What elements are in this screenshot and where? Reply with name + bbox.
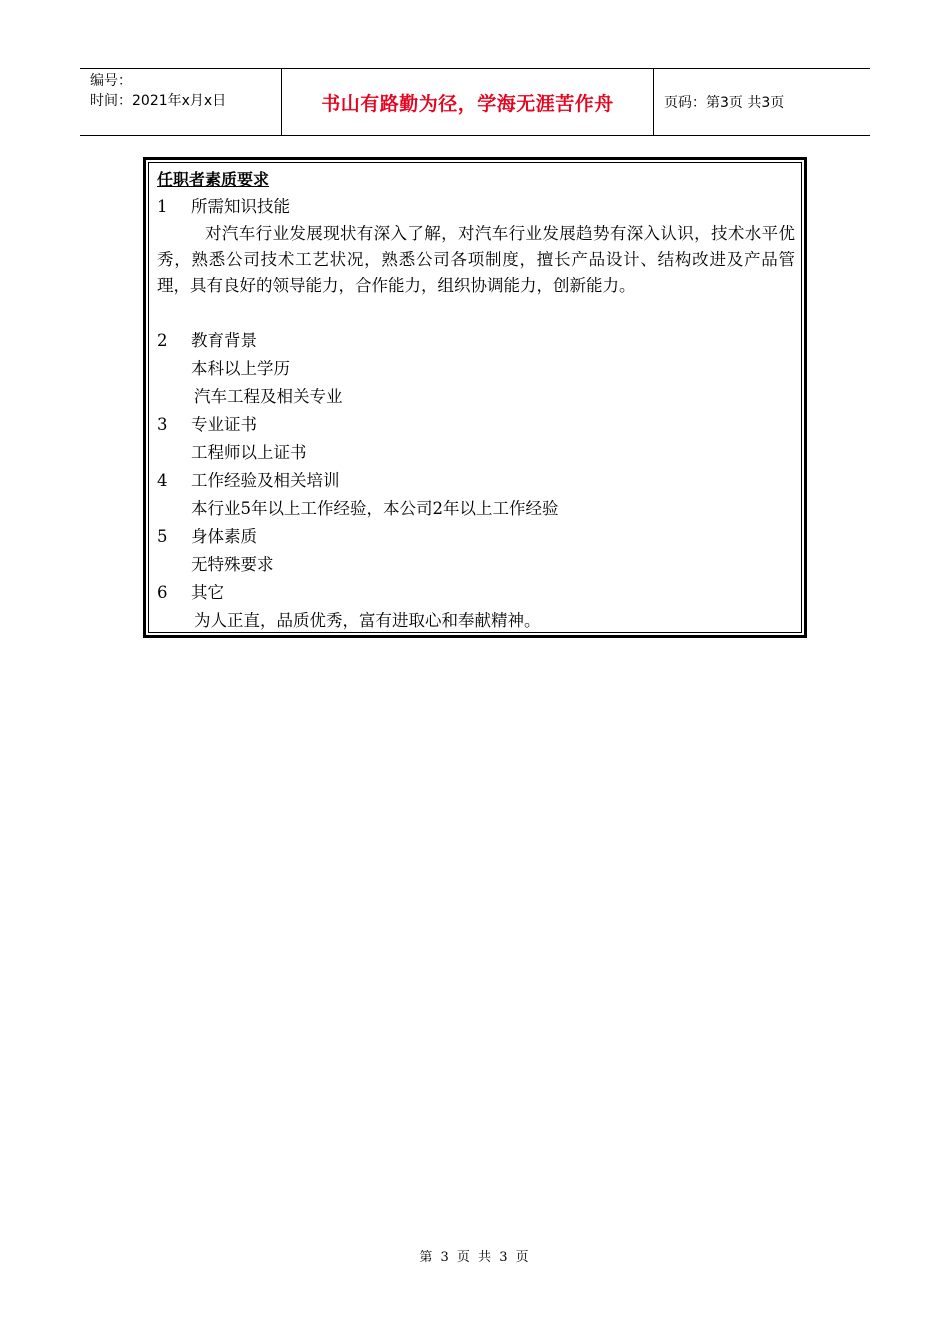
requirements-content: [148, 162, 802, 633]
physical-text: 无特殊要求: [191, 555, 274, 574]
section-title: 任职者素质要求: [157, 170, 270, 189]
item-label: 所需知识技能: [191, 197, 290, 216]
item-label: 专业证书: [191, 415, 257, 434]
header-motto: 书山有路勤为径，学海无涯苦作舟: [282, 69, 654, 135]
item-number: 4: [157, 471, 168, 490]
page-header: [80, 68, 870, 136]
item-label: 其它: [191, 583, 224, 602]
header-meta: [80, 69, 282, 135]
other-text: 为人正直，品质优秀，富有进取心和奉献精神。: [194, 611, 541, 630]
page-footer: 第 3 页 共 3 页: [419, 1250, 531, 1265]
list-item: [157, 327, 795, 355]
knowledge-paragraph: 对汽车行业发展现状有深入了解，对汽车行业发展趋势有深入认识，技术水平优秀，熟悉公司技术工艺状况，熟悉公司各项制度，擅长产品设计、结构改进及产品管理，具有良好的领导能力，合作能力，组织协调能力，创新能力。: [157, 224, 795, 295]
item-label: 工作经验及相关培训: [191, 471, 340, 490]
list-item: [157, 467, 795, 495]
item-number: 2: [157, 331, 168, 350]
list-item: [157, 523, 795, 551]
header-page-label: 页码：第3页 共3页: [664, 95, 785, 111]
item-label: 教育背景: [191, 331, 257, 350]
header-date-label: 时间：2021年x月x日: [90, 93, 227, 109]
item-number: 6: [157, 583, 168, 602]
header-number-label: 编号：: [90, 73, 132, 89]
item-number: 5: [157, 527, 168, 546]
requirements-box: [143, 157, 807, 638]
education-major: 汽车工程及相关专业: [194, 387, 343, 406]
certificate-text: 工程师以上证书: [191, 443, 307, 462]
item-number: 3: [157, 415, 168, 434]
experience-text: 本行业5年以上工作经验，本公司2年以上工作经验: [191, 499, 559, 518]
list-item: [157, 411, 795, 439]
item-label: 身体素质: [191, 527, 257, 546]
list-item: [157, 579, 795, 607]
list-item: [157, 193, 795, 221]
education-degree: 本科以上学历: [191, 359, 290, 378]
item-number: 1: [157, 197, 168, 216]
